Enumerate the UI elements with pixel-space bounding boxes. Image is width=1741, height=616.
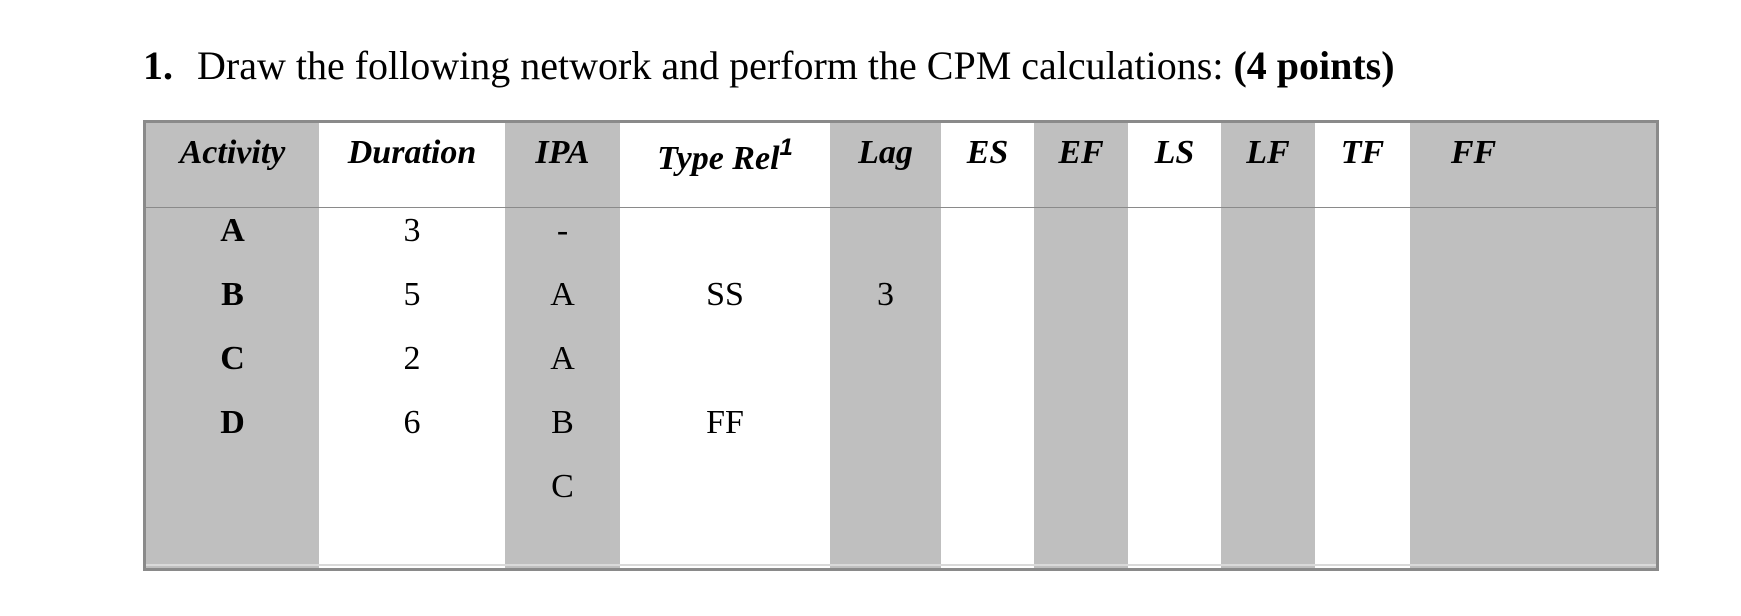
header-ls: LS — [1154, 134, 1195, 171]
cell-type-rel — [620, 465, 830, 509]
question-points: (4 points) — [1233, 43, 1395, 88]
header-duration: Duration — [347, 134, 477, 171]
header-divider — [146, 207, 1656, 208]
cell-lag — [830, 209, 941, 253]
cell-activity: B — [221, 276, 244, 313]
cell-duration — [319, 465, 505, 509]
cell-ipa: - — [556, 212, 569, 249]
column-ff-bg — [1410, 123, 1656, 568]
cell-type-rel — [620, 337, 830, 381]
header-lf: LF — [1246, 134, 1290, 171]
header-es: ES — [966, 134, 1009, 171]
header-type-rel-label: Type Rel — [657, 140, 780, 177]
question-number: 1. — [143, 43, 173, 88]
question-heading — [143, 40, 1395, 92]
cell-duration: 5 — [403, 276, 421, 313]
cpm-table — [143, 120, 1659, 571]
cell-lag — [830, 465, 941, 509]
cell-lag: 3 — [877, 276, 894, 313]
cell-ipa: A — [550, 340, 575, 377]
column-ef-bg — [1034, 123, 1128, 568]
header-ff: FF — [1450, 134, 1497, 171]
cell-type-rel — [620, 209, 830, 253]
cell-activity: A — [220, 212, 245, 249]
cell-duration: 6 — [403, 404, 421, 441]
header-tf: TF — [1340, 134, 1385, 171]
header-ipa: IPA — [535, 134, 590, 171]
column-lf-bg — [1221, 123, 1315, 568]
cell-ipa: C — [551, 468, 574, 505]
header-type-rel — [620, 135, 830, 183]
cell-activity: C — [220, 340, 245, 377]
cell-type-rel: FF — [706, 404, 744, 441]
cell-activity — [146, 465, 319, 509]
question-text: Draw the following network and perform the CPM calculations: — [197, 43, 1224, 88]
bottom-divider — [146, 564, 1656, 566]
column-tf-bg — [1315, 123, 1410, 568]
cell-duration: 3 — [403, 212, 421, 249]
header-activity: Activity — [179, 134, 286, 171]
cell-ipa: B — [551, 404, 574, 441]
header-ef: EF — [1058, 134, 1104, 171]
header-type-rel-footnote: 1 — [779, 134, 793, 161]
cell-duration: 2 — [403, 340, 421, 377]
column-ls-bg — [1128, 123, 1221, 568]
header-lag: Lag — [858, 134, 913, 171]
cell-activity: D — [220, 404, 245, 441]
cell-ipa: A — [550, 276, 575, 313]
cell-type-rel: SS — [706, 276, 744, 313]
cell-lag — [830, 337, 941, 381]
cell-lag — [830, 401, 941, 445]
column-es-bg — [941, 123, 1034, 568]
